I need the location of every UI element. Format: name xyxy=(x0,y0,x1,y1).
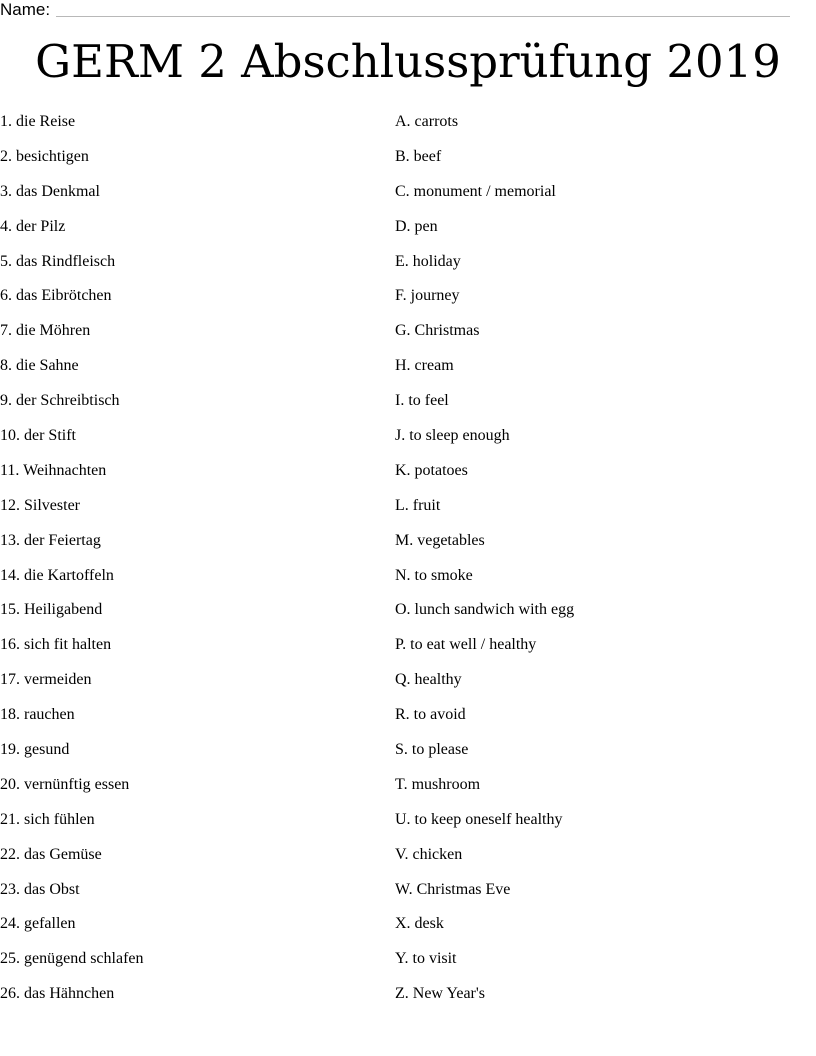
definition-item: D. pen xyxy=(395,217,438,235)
term-item: 6. das Eibrötchen xyxy=(0,287,112,305)
page-title: GERM 2 Abschlussprüfung 2019 xyxy=(35,35,781,88)
definition-item: E. holiday xyxy=(395,252,461,270)
name-label: Name: xyxy=(0,0,51,19)
definition-list xyxy=(395,110,795,1017)
definition-item: Y. to visit xyxy=(395,950,457,968)
term-item: 4. der Pilz xyxy=(0,217,66,235)
term-item: 22. das Gemüse xyxy=(0,845,102,863)
term-item: 1. die Reise xyxy=(0,113,76,130)
definition-item: Z. New Year's xyxy=(395,985,485,1003)
name-underline[interactable] xyxy=(56,16,790,17)
term-item: 23. das Obst xyxy=(0,880,80,898)
term-item: 12. Silvester xyxy=(0,496,80,514)
term-item: 19. gesund xyxy=(0,741,70,759)
definition-item: K. potatoes xyxy=(395,461,468,479)
term-item: 18. rauchen xyxy=(0,706,75,724)
definition-item: I. to feel xyxy=(395,392,449,410)
definition-item: S. to please xyxy=(395,741,469,759)
term-item: 7. die Möhren xyxy=(0,322,91,340)
term-item: 15. Heiligabend xyxy=(0,601,103,619)
term-item: 14. die Kartoffeln xyxy=(0,566,114,584)
definition-item: R. to avoid xyxy=(395,706,466,724)
term-item: 10. der Stift xyxy=(0,427,76,445)
definition-item: O. lunch sandwich with egg xyxy=(395,601,575,619)
term-item: 25. genügend schlafen xyxy=(0,950,144,968)
definition-item: H. cream xyxy=(395,357,454,375)
term-item: 26. das Hähnchen xyxy=(0,985,115,1003)
definition-item: U. to keep oneself healthy xyxy=(395,810,563,828)
definition-item: M. vegetables xyxy=(395,531,485,549)
term-item: 8. die Sahne xyxy=(0,357,79,375)
definition-item: B. beef xyxy=(395,147,442,165)
definition-item: X. desk xyxy=(395,915,444,933)
definition-item: N. to smoke xyxy=(395,566,473,584)
definition-item: A. carrots xyxy=(395,113,459,130)
term-list xyxy=(0,110,380,1017)
definition-item: W. Christmas Eve xyxy=(395,880,511,898)
definition-item: J. to sleep enough xyxy=(395,427,510,445)
term-item: 5. das Rindfleisch xyxy=(0,252,116,270)
term-item: 17. vermeiden xyxy=(0,671,92,689)
definition-item: F. journey xyxy=(395,287,460,305)
term-item: 24. gefallen xyxy=(0,915,76,933)
term-item: 9. der Schreibtisch xyxy=(0,392,120,410)
definition-item: C. monument / memorial xyxy=(395,182,556,200)
name-field xyxy=(0,0,790,20)
definition-item: Q. healthy xyxy=(395,671,462,689)
definition-item: L. fruit xyxy=(395,496,441,514)
definition-item: T. mushroom xyxy=(395,775,481,793)
definition-item: V. chicken xyxy=(395,845,463,863)
term-item: 2. besichtigen xyxy=(0,147,89,165)
term-item: 21. sich fühlen xyxy=(0,810,95,828)
definition-item: P. to eat well / healthy xyxy=(395,636,537,654)
term-item: 3. das Denkmal xyxy=(0,182,100,200)
definition-item: G. Christmas xyxy=(395,322,480,340)
term-item: 16. sich fit halten xyxy=(0,636,112,654)
term-item: 20. vernünftig essen xyxy=(0,775,130,793)
term-item: 11. Weihnachten xyxy=(0,461,107,479)
term-item: 13. der Feiertag xyxy=(0,531,101,549)
